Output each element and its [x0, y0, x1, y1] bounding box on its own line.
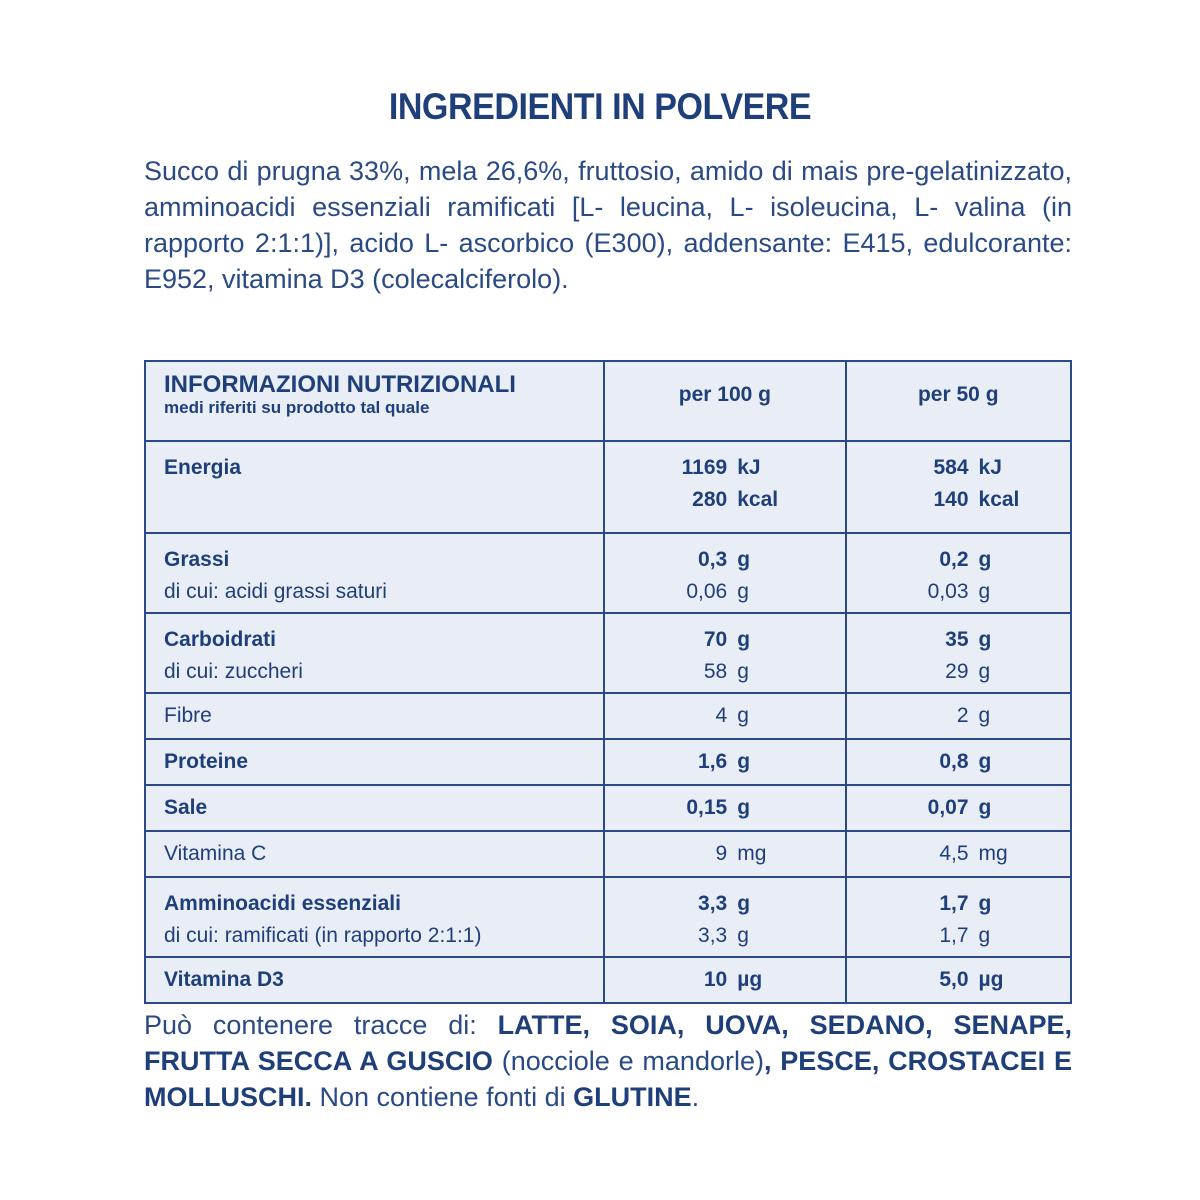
- value-fibre-50: 2: [956, 704, 969, 727]
- table-header-row: [145, 361, 1071, 441]
- unit: kJ: [978, 456, 1002, 479]
- row-label-sale: Sale: [164, 796, 208, 819]
- unit: g: [737, 580, 749, 603]
- row-label-vitamina-d3: Vitamina D3: [164, 968, 284, 991]
- unit: g: [978, 924, 991, 947]
- value-energia-kcal-100: 280: [692, 488, 728, 511]
- value-saturi-50: 0,03: [927, 580, 969, 603]
- unit: g: [737, 660, 749, 683]
- column-header-per-100g: per 100 g: [604, 361, 845, 441]
- unit: kcal: [737, 488, 779, 511]
- value-vitamina-d3-50: 5,0: [939, 968, 969, 991]
- gluten-note: Non contiene fonti di: [312, 1082, 574, 1112]
- table-row: [145, 613, 1071, 693]
- value-ramificati-50: 1,7: [939, 924, 969, 947]
- value-amminoacidi-100: 3,3: [698, 892, 728, 915]
- value-vitamina-c-50: 4,5: [939, 842, 969, 865]
- unit: g: [737, 704, 749, 727]
- unit: g: [978, 580, 991, 603]
- table-row: [145, 441, 1071, 533]
- table-row: [145, 693, 1071, 739]
- value-energia-kj-100: 1169: [681, 456, 728, 479]
- row-sublabel-ramificati: di cui: ramificati (in rapporto 2:1:1): [164, 924, 482, 947]
- nutrition-table: [144, 360, 1072, 1004]
- unit: kcal: [978, 488, 1020, 511]
- unit: g: [737, 796, 751, 819]
- value-ramificati-100: 3,3: [698, 924, 728, 947]
- final-period: .: [691, 1082, 700, 1112]
- unit: g: [978, 796, 992, 819]
- unit: g: [737, 924, 749, 947]
- table-row: [145, 877, 1071, 957]
- value-vitamina-d3-100: 10: [703, 968, 728, 991]
- column-header-per-50g: per 50 g: [846, 361, 1071, 441]
- value-sale-50: 0,07: [927, 796, 969, 819]
- row-label-energia: Energia: [164, 456, 242, 479]
- unit: mg: [737, 842, 767, 865]
- unit: g: [737, 628, 751, 651]
- table-row: [145, 957, 1071, 1003]
- value-saturi-100: 0,06: [686, 580, 728, 603]
- unit: g: [978, 750, 992, 773]
- value-vitamina-c-100: 9: [715, 842, 728, 865]
- row-label-vitamina-c: Vitamina C: [164, 842, 267, 865]
- value-proteine-50: 0,8: [939, 750, 969, 773]
- value-energia-kj-50: 584: [933, 456, 969, 479]
- allergens-list-2: , PESCE, CROSTACEI E MOLLUSCHI.: [144, 1046, 1072, 1112]
- table-row: [145, 831, 1071, 877]
- row-label-carboidrati: Carboidrati: [164, 628, 277, 651]
- unit: g: [737, 750, 751, 773]
- value-grassi-50: 0,2: [939, 548, 969, 571]
- table-row: [145, 739, 1071, 785]
- value-grassi-100: 0,3: [698, 548, 728, 571]
- row-label-amminoacidi: Amminoacidi essenziali: [164, 892, 401, 915]
- value-carboidrati-50: 35: [945, 628, 969, 651]
- unit: g: [978, 660, 991, 683]
- allergens-intro: Può contenere tracce di:: [144, 1010, 498, 1040]
- page-title: INGREDIENTI IN POLVERE: [388, 86, 812, 127]
- value-carboidrati-100: 70: [703, 628, 728, 651]
- value-zuccheri-100: 58: [703, 660, 728, 683]
- allergens-note: (nocciole e mandorle): [492, 1046, 764, 1076]
- table-row: [145, 785, 1071, 831]
- row-label-proteine: Proteine: [164, 750, 249, 773]
- unit: g: [978, 704, 991, 727]
- value-fibre-100: 4: [715, 704, 728, 727]
- value-zuccheri-50: 29: [945, 660, 969, 683]
- unit: µg: [737, 968, 763, 991]
- unit: g: [737, 548, 751, 571]
- table-row: [145, 533, 1071, 613]
- ingredients-text: Succo di prugna 33%, mela 26,6%, fruttosio, amido di mais pre-gelatinizzato, amminoacidi essenziali ramificati [L- leucina, L- isoleucina, L- valina (in rapporto 2:1:1)], acido L- ascorbico (E300), addensante: E415, edulcorante: E952, vitamina D3 (colecalciferolo).: [144, 156, 1072, 294]
- unit: g: [978, 628, 992, 651]
- row-sublabel-zuccheri: di cui: zuccheri: [164, 660, 303, 683]
- value-energia-kcal-50: 140: [933, 488, 969, 511]
- unit: mg: [978, 842, 1008, 865]
- allergens-text: [144, 1007, 1072, 1115]
- table-title: INFORMAZIONI NUTRIZIONALI: [164, 371, 516, 398]
- unit: g: [737, 892, 751, 915]
- value-amminoacidi-50: 1,7: [939, 892, 969, 915]
- header-label-cell: [145, 361, 604, 441]
- allergens-list-1: LATTE, SOIA, UOVA, SEDANO, SENAPE, FRUTTA SECCA A GUSCIO: [144, 1010, 1072, 1076]
- row-sublabel-grassi-saturi: di cui: acidi grassi saturi: [164, 580, 387, 603]
- unit: kJ: [737, 456, 761, 479]
- row-label-grassi: Grassi: [164, 548, 230, 571]
- unit: g: [978, 548, 992, 571]
- unit: g: [978, 892, 992, 915]
- gluten-word: GLUTINE: [573, 1082, 692, 1112]
- table-subtitle: medi riferiti su prodotto tal quale: [164, 398, 430, 417]
- unit: µg: [978, 968, 1004, 991]
- value-sale-100: 0,15: [686, 796, 728, 819]
- row-label-fibre: Fibre: [164, 704, 212, 727]
- value-proteine-100: 1,6: [698, 750, 728, 773]
